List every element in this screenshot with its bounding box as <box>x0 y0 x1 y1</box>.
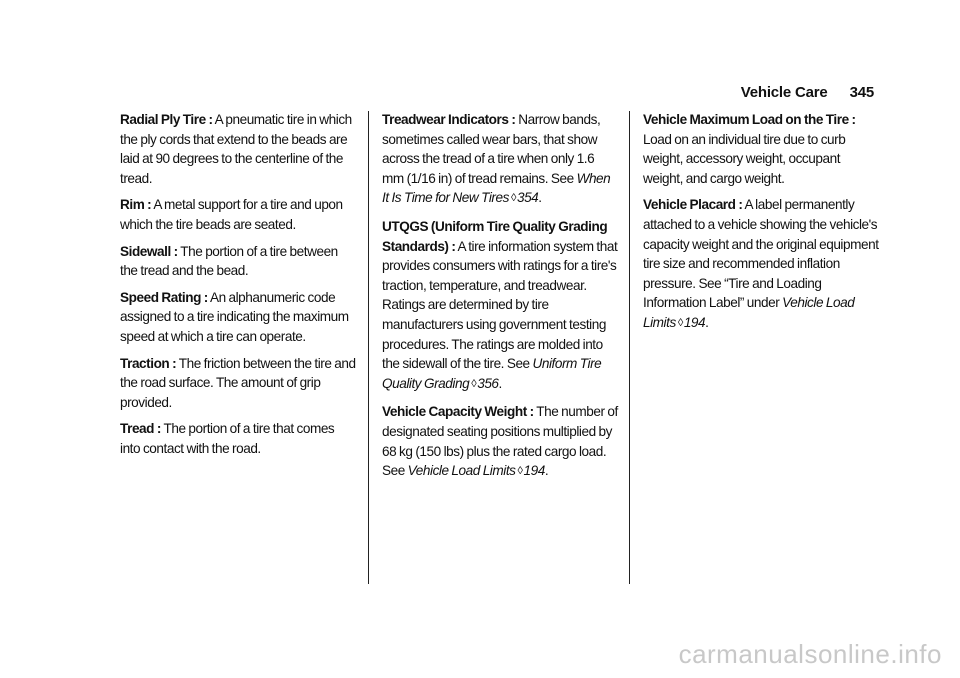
entry-definition: An alphanumeric code assigned to a tire indicating the maximum speed at which a tire can operate. <box>120 289 349 344</box>
entry-definition: A pneumatic tire in which the ply cords that extend to the beads are laid at 90 degrees to the centerline of the tread. <box>120 112 352 186</box>
glossary-entry-vehicle-placard: Vehicle Placard : A label permanently attached to a vehicle showing the vehicle's capacity weight and the original equipment tire size and recommended inflation pressure. See “Tire and Loading Information Label” under Vehicle Load Limits ◊194. <box>643 195 879 334</box>
entry-definition: A label permanently attached to a vehicle showing the vehicle's capacity weight and the original equipment tire size and recommended inflation pressure. See “Tire and Loading Information Label” under <box>643 197 879 311</box>
glossary-entry-rim: Rim : A metal support for a tire and upon which the tire beads are seated. <box>120 197 343 232</box>
entry-term: Rim <box>120 197 145 213</box>
glossary-entry-traction: Traction : The friction between the tire and the road surface. The amount of grip provided. <box>120 355 356 410</box>
column-divider <box>368 111 369 584</box>
reference-page-number[interactable]: 356 <box>477 375 499 391</box>
page-header <box>741 84 874 101</box>
reference-page-number[interactable]: 194 <box>683 314 706 330</box>
glossary-entry-utqgs: UTQGS (Uniform Tire Quality Grading Standards) : A tire information system that provides consumers with ratings for a tire's traction, temperature, and treadwear. Ratings are determined by tire manufacturers using government testing procedures. The ratings are molded into the sidewall of the tire. See Uniform Tire Quality Grading ◊356. <box>382 217 618 395</box>
glossary-entry-treadwear-indicators: Treadwear Indicators : Narrow bands, sometimes called wear bars, that show across the tread of a tire when only 1.6 mm (1/16 in) of tread remains. See When It Is Time for New Tires ◊354. <box>382 110 618 210</box>
column-divider <box>629 111 630 584</box>
entry-definition: A tire information system that provides consumers with ratings for a tire's traction, temperature, and treadwear. Ratings are determined by tire manufacturers using government testing procedures. The ratings are molded into the sidewall of the tire. See <box>382 238 618 372</box>
glossary-entry-vehicle-capacity-weight: Vehicle Capacity Weight : The number of designated seating positions multiplied by 68 kg (150 lbs) plus the rated cargo load. See Vehicle Load Limits ◊194. <box>382 402 618 482</box>
page-reference-icon: ◊ <box>510 192 516 205</box>
entry-definition: Load on an individual tire due to curb weight, accessory weight, occupant weight, and cargo weight. <box>643 131 846 186</box>
entry-term: Sidewall <box>120 243 171 259</box>
glossary-entry-sidewall: Sidewall : The portion of a tire between the tread and the bead. <box>120 243 338 279</box>
column-3 <box>643 110 879 342</box>
column-2 <box>382 110 618 490</box>
watermark: carmanualsonline.info <box>678 639 942 669</box>
page-reference-icon: ◊ <box>471 377 477 390</box>
entry-term: Speed Rating <box>120 289 201 305</box>
glossary-entry-radial-ply-tire: Radial Ply Tire : A pneumatic tire in which the ply cords that extend to the beads are laid at 90 degrees to the centerline of the tread. <box>120 112 352 186</box>
column-1 <box>120 110 356 466</box>
cross-reference-link[interactable]: Vehicle Load Limits <box>407 463 516 479</box>
page-reference-icon: ◊ <box>517 465 523 478</box>
entry-term: Radial Ply Tire <box>120 112 206 127</box>
glossary-entry-vehicle-maximum-load: Vehicle Maximum Load on the Tire : Load on an individual tire due to curb weight, accessory weight, occupant weight, and cargo weight. <box>643 112 856 186</box>
page-number: 345 <box>849 84 874 101</box>
entry-term: Tread <box>120 421 155 437</box>
entry-definition: The friction between the tire and the road surface. The amount of grip provided. <box>120 355 356 410</box>
entry-definition: The portion of a tire between the tread and the bead. <box>120 243 338 279</box>
section-title: Vehicle Care <box>740 84 828 101</box>
reference-page-number[interactable]: 194 <box>523 463 545 479</box>
entry-term: UTQGS (Uniform Tire Quality Grading Standards) <box>382 218 608 254</box>
entry-definition: The portion of a tire that comes into contact with the road. <box>120 421 335 456</box>
page-reference-icon: ◊ <box>677 316 683 329</box>
entry-definition: The number of designated seating positions multiplied by 68 kg (150 lbs) plus the rated cargo load. See <box>382 404 618 479</box>
cross-reference-link[interactable]: When It Is Time for New Tires <box>382 170 611 206</box>
entry-term: Treadwear Indicators <box>382 112 509 127</box>
glossary-entry-speed-rating: Speed Rating : An alphanumeric code assigned to a tire indicating the maximum speed at which a tire can operate. <box>120 289 349 344</box>
entry-term: Traction <box>120 355 170 371</box>
cross-reference-link[interactable]: Uniform Tire Quality Grading <box>382 356 602 391</box>
cross-reference-link[interactable]: Vehicle Load Limits <box>643 295 855 330</box>
entry-term: Vehicle Maximum Load on the Tire <box>643 112 849 127</box>
entry-term: Vehicle Capacity Weight <box>382 404 527 420</box>
entry-term: Vehicle Placard <box>643 197 736 213</box>
reference-page-number[interactable]: 354 <box>516 190 539 206</box>
entry-definition: Narrow bands, sometimes called wear bars, that show across the tread of a tire when only 1.6 mm (1/16 in) of tread remains. See <box>382 112 601 186</box>
glossary-entry-tread: Tread : The portion of a tire that comes into contact with the road. <box>120 421 335 456</box>
entry-definition: A metal support for a tire and upon which the tire beads are seated. <box>120 197 343 232</box>
